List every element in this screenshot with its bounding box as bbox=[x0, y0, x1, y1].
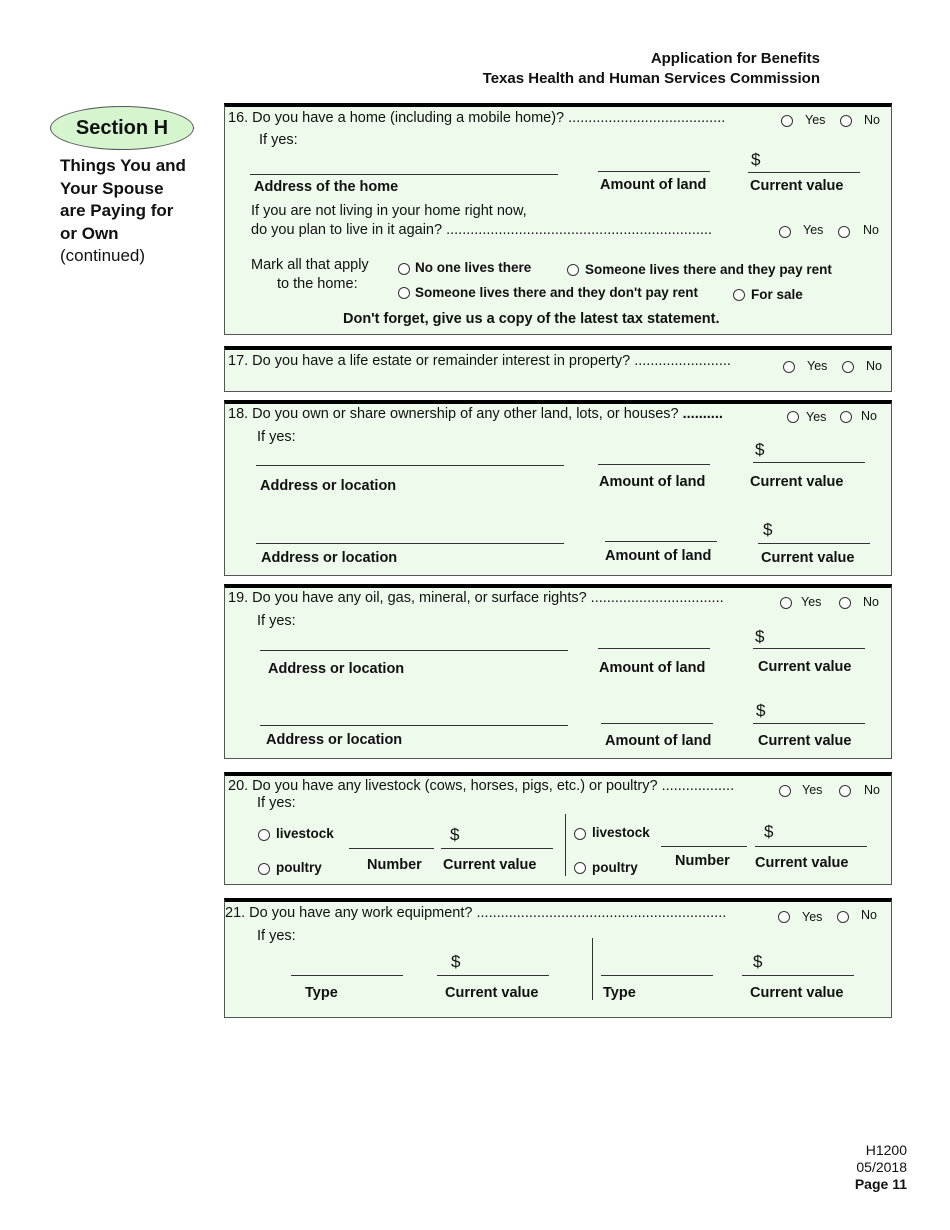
q21-value-line-1[interactable] bbox=[437, 975, 549, 976]
q20-livestock-radio-2[interactable] bbox=[574, 828, 586, 840]
q20-number-line-1[interactable] bbox=[349, 848, 434, 849]
q18-address-label-2: Address or location bbox=[261, 550, 398, 566]
question-16-box bbox=[224, 103, 892, 335]
header-agency: Texas Health and Human Services Commission bbox=[482, 70, 820, 87]
q16-plan-no-label: No bbox=[863, 223, 879, 237]
q20-value-line-1[interactable] bbox=[441, 848, 553, 849]
q20-dollar-sign-2: $ bbox=[764, 822, 774, 841]
q20-yes-label: Yes bbox=[802, 783, 823, 797]
form-date: 05/2018 bbox=[856, 1159, 907, 1175]
q18-value-line-1[interactable] bbox=[753, 462, 865, 463]
q20-value-label-1: Current value bbox=[443, 857, 537, 873]
q17-yes-label: Yes bbox=[807, 359, 828, 373]
q21-yes-label: Yes bbox=[802, 910, 823, 924]
q20-number-label-1: Number bbox=[367, 857, 422, 873]
q16-nopay-label: Someone lives there and they don't pay rent bbox=[415, 285, 699, 300]
q19-land-line-2[interactable] bbox=[601, 723, 713, 724]
q18-no-radio[interactable] bbox=[840, 411, 852, 423]
question-21-box bbox=[224, 898, 892, 1018]
q19-dollar-sign-1: $ bbox=[755, 627, 765, 646]
q16-living-text: If you are not living in your home right now, bbox=[251, 203, 527, 219]
section-title-line: are Paying for bbox=[60, 201, 174, 220]
q21-no-radio[interactable] bbox=[837, 911, 849, 923]
q16-plan-yes-radio[interactable] bbox=[779, 226, 791, 238]
q16-address-label: Address of the home bbox=[254, 179, 399, 195]
question-18-dots: .......... bbox=[682, 406, 723, 422]
header-title: Application for Benefits bbox=[650, 50, 820, 67]
q16-dollar-sign: $ bbox=[751, 150, 761, 169]
q16-yes-label: Yes bbox=[805, 113, 826, 127]
q16-if-yes: If yes: bbox=[259, 132, 298, 148]
q16-no-label: No bbox=[864, 113, 880, 127]
q20-number-line-2[interactable] bbox=[661, 846, 747, 847]
question-20-box bbox=[224, 772, 892, 885]
q21-yes-radio[interactable] bbox=[778, 911, 790, 923]
question-20-text: 20. Do you have any livestock (cows, horses, pigs, etc.) or poultry? .................. bbox=[228, 778, 735, 794]
q16-reminder: Don't forget, give us a copy of the latest tax statement. bbox=[343, 311, 720, 327]
q19-value-line-1[interactable] bbox=[753, 648, 865, 649]
q16-plan-yes-label: Yes bbox=[803, 223, 824, 237]
q16-address-line[interactable] bbox=[250, 174, 558, 175]
q18-if-yes: If yes: bbox=[257, 429, 296, 445]
q17-yes-radio[interactable] bbox=[783, 361, 795, 373]
q20-livestock-label-2: livestock bbox=[592, 825, 650, 840]
q19-land-line-1[interactable] bbox=[598, 648, 710, 649]
q20-poultry-radio-2[interactable] bbox=[574, 862, 586, 874]
q16-payrent-label: Someone lives there and they pay rent bbox=[585, 262, 832, 277]
q20-livestock-label-1: livestock bbox=[276, 826, 334, 841]
q21-type-label-2: Type bbox=[603, 985, 636, 1001]
q18-dollar-sign-2: $ bbox=[763, 520, 773, 539]
section-title-line: or Own bbox=[60, 223, 119, 243]
q20-divider bbox=[565, 814, 566, 876]
q18-land-line-2[interactable] bbox=[605, 541, 717, 542]
question-17-text: 17. Do you have a life estate or remainder interest in property? ........................ bbox=[228, 353, 731, 369]
form-number: H1200 bbox=[865, 1142, 907, 1158]
q20-yes-radio[interactable] bbox=[779, 785, 791, 797]
q21-type-line-1[interactable] bbox=[291, 975, 403, 976]
q19-address-label-2: Address or location bbox=[266, 732, 403, 748]
q21-divider bbox=[592, 938, 593, 1000]
q16-sale-radio[interactable] bbox=[733, 289, 745, 301]
q20-poultry-label-1: poultry bbox=[276, 860, 322, 875]
q19-dollar-sign-2: $ bbox=[756, 701, 766, 720]
question-18-label: 18. Do you own or share ownership of any other land, lots, or houses? bbox=[228, 406, 679, 422]
q18-address-label-1: Address or location bbox=[260, 478, 397, 494]
question-18-text bbox=[228, 406, 723, 422]
q18-yes-radio[interactable] bbox=[787, 411, 799, 423]
question-16-text: 16. Do you have a home (including a mobile home)? ....................................... bbox=[228, 110, 726, 126]
section-title-line: Things You and bbox=[60, 156, 186, 175]
section-title-line: Your Spouse bbox=[60, 178, 164, 198]
q18-no-label: No bbox=[861, 409, 877, 423]
question-21-text: 21. Do you have any work equipment? .............................................................. bbox=[225, 905, 727, 921]
q20-if-yes: If yes: bbox=[257, 795, 296, 811]
q19-if-yes: If yes: bbox=[257, 613, 296, 629]
q20-poultry-radio-1[interactable] bbox=[258, 863, 270, 875]
q16-noone-label: No one lives there bbox=[415, 260, 532, 275]
q21-type-label-1: Type bbox=[305, 985, 338, 1001]
q21-dollar-sign-2: $ bbox=[753, 952, 763, 971]
q19-value-label-1: Current value bbox=[758, 659, 852, 675]
q21-value-line-2[interactable] bbox=[742, 975, 854, 976]
q16-sale-label: For sale bbox=[751, 287, 803, 302]
q16-no-radio[interactable] bbox=[840, 115, 852, 127]
q19-address-label-1: Address or location bbox=[268, 661, 405, 677]
q16-payrent-radio[interactable] bbox=[567, 264, 579, 276]
q19-value-line-2[interactable] bbox=[753, 723, 865, 724]
q18-land-label-1: Amount of land bbox=[599, 474, 706, 490]
q20-no-label: No bbox=[864, 783, 880, 797]
q19-address-line-2[interactable] bbox=[260, 725, 568, 726]
section-title bbox=[60, 155, 210, 268]
q16-land-label: Amount of land bbox=[600, 177, 707, 193]
q20-value-line-2[interactable] bbox=[755, 846, 867, 847]
q16-plan-text: do you plan to live in it again? .................................................................. bbox=[251, 222, 712, 238]
q16-mark-text: Mark all that apply bbox=[251, 257, 369, 273]
q19-land-label-1: Amount of land bbox=[599, 660, 706, 676]
q16-nopay-radio[interactable] bbox=[398, 287, 410, 299]
q16-value-line[interactable] bbox=[748, 172, 860, 173]
q19-no-radio[interactable] bbox=[839, 597, 851, 609]
q21-value-label-2: Current value bbox=[750, 985, 844, 1001]
q19-land-label-2: Amount of land bbox=[605, 733, 712, 749]
q18-dollar-sign-1: $ bbox=[755, 440, 765, 459]
q18-land-label-2: Amount of land bbox=[605, 548, 712, 564]
q18-value-label-1: Current value bbox=[750, 474, 844, 490]
q16-noone-radio[interactable] bbox=[398, 263, 410, 275]
q19-address-line-1[interactable] bbox=[260, 650, 568, 651]
q16-mark-text-2: to the home: bbox=[277, 276, 358, 292]
q16-value-label: Current value bbox=[750, 178, 844, 194]
question-18-box bbox=[224, 400, 892, 576]
q19-value-label-2: Current value bbox=[758, 733, 852, 749]
q19-yes-label: Yes bbox=[801, 595, 822, 609]
q17-no-label: No bbox=[866, 359, 882, 373]
q20-value-label-2: Current value bbox=[755, 855, 849, 871]
q20-livestock-radio-1[interactable] bbox=[258, 829, 270, 841]
q20-poultry-label-2: poultry bbox=[592, 860, 638, 875]
q21-value-label-1: Current value bbox=[445, 985, 539, 1001]
question-19-box bbox=[224, 584, 892, 759]
question-19-text: 19. Do you have any oil, gas, mineral, or surface rights? ................................. bbox=[228, 590, 724, 606]
q21-type-line-2[interactable] bbox=[601, 975, 713, 976]
q18-value-label-2: Current value bbox=[761, 550, 855, 566]
q20-dollar-sign-1: $ bbox=[450, 825, 460, 844]
q19-no-label: No bbox=[863, 595, 879, 609]
q18-yes-label: Yes bbox=[806, 410, 827, 424]
q21-dollar-sign-1: $ bbox=[451, 952, 461, 971]
section-badge: Section H bbox=[50, 106, 194, 150]
q16-plan-no-radio[interactable] bbox=[838, 226, 850, 238]
q18-land-line-1[interactable] bbox=[598, 464, 710, 465]
q18-address-line-1[interactable] bbox=[256, 465, 564, 466]
q18-address-line-2[interactable] bbox=[256, 543, 564, 544]
q16-yes-radio[interactable] bbox=[781, 115, 793, 127]
question-17-box bbox=[224, 346, 892, 392]
q19-yes-radio[interactable] bbox=[780, 597, 792, 609]
q21-if-yes: If yes: bbox=[257, 928, 296, 944]
q20-no-radio[interactable] bbox=[839, 785, 851, 797]
q18-value-line-2[interactable] bbox=[758, 543, 870, 544]
q21-no-label: No bbox=[861, 908, 877, 922]
section-continued: (continued) bbox=[60, 246, 146, 265]
q20-number-label-2: Number bbox=[675, 853, 730, 869]
q16-land-line[interactable] bbox=[598, 171, 710, 172]
page-number: Page 11 bbox=[854, 1176, 907, 1192]
q17-no-radio[interactable] bbox=[842, 361, 854, 373]
